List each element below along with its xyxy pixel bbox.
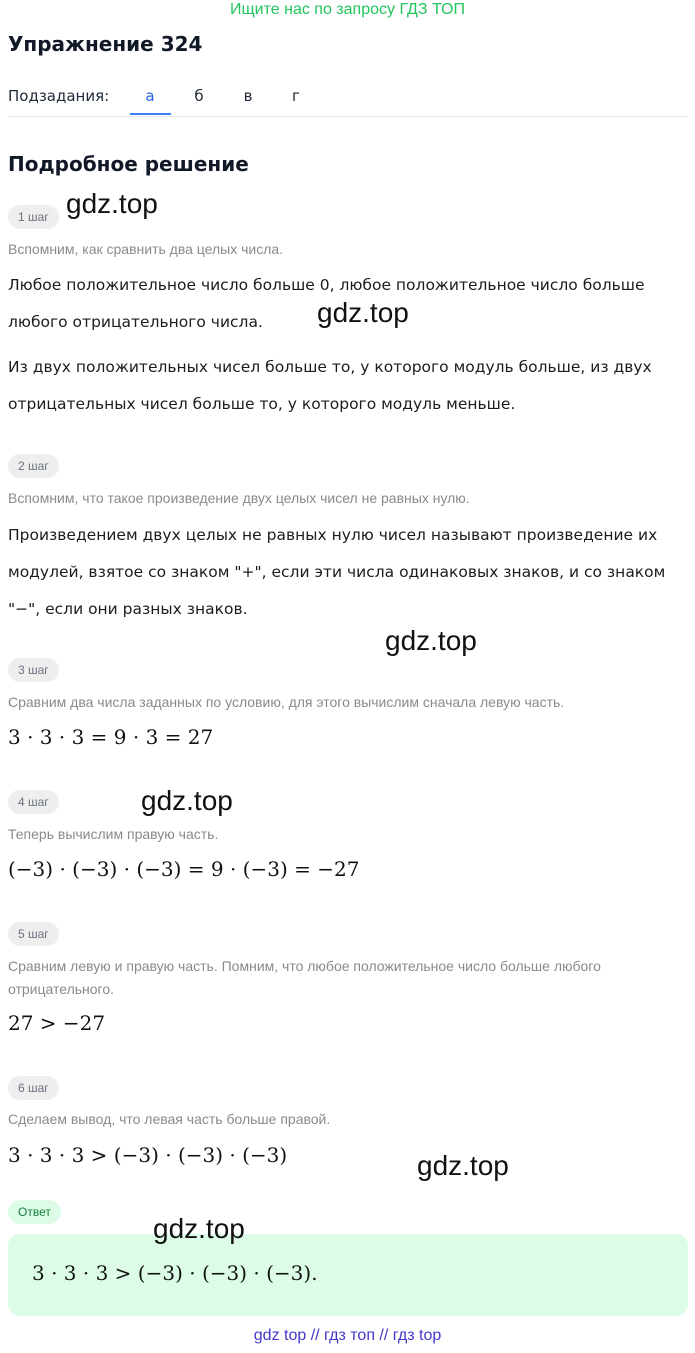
top-promo-link[interactable]: Ищите нас по запросу ГДЗ ТОП [230,1,465,18]
watermark: gdz.top [66,188,158,219]
step-hint: Теперь вычислим правую часть. [8,826,219,842]
step-hint: Вспомним, что такое произведение двух целых чисел не равных нулю. [8,490,470,506]
footer-links[interactable]: gdz top // гдз топ // гдз top [253,1327,442,1344]
tab-v[interactable]: в [243,87,253,105]
step-badge: 2 шаг [8,454,59,478]
step-paragraph: Любое положительное число больше 0, любое положительное число больше любого отрицательного числа. [8,276,645,331]
page-title: Упражнение 324 [8,32,203,56]
step-paragraph: Произведением двух целых не равных нулю чисел называют произведение их модулей, взятое со знаком "+", если эти числа одинаковых знаков, и со знаком "−", если они разных знаков. [8,526,666,618]
watermark: gdz.top [385,625,477,656]
active-tab-indicator [130,113,171,115]
step-formula: 3 · 3 · 3 > (−3) · (−3) · (−3) [8,1143,288,1167]
tabs-divider [8,116,688,117]
watermark: gdz.top [417,1150,509,1181]
section-title: Подробное решение [8,152,249,176]
watermark: gdz.top [317,297,409,328]
step-hint: Сравним левую и правую часть. Помним, что любое положительное число больше любого отрицательного. [8,958,601,997]
step-hint: Сделаем вывод, что левая часть больше правой. [8,1111,331,1127]
step-badge: 4 шаг [8,790,59,814]
step-badge: 6 шаг [8,1076,59,1100]
tab-g[interactable]: г [292,87,300,105]
tab-b[interactable]: б [194,87,204,105]
step-formula: 3 · 3 · 3 = 9 · 3 = 27 [8,725,214,749]
step-badge: 1 шаг [8,205,59,229]
step-badge: 5 шаг [8,922,59,946]
answer-formula: 3 · 3 · 3 > (−3) · (−3) · (−3). [32,1261,318,1285]
step-formula: (−3) · (−3) · (−3) = 9 · (−3) = −27 [8,857,360,881]
step-formula: 27 > −27 [8,1011,106,1035]
subtasks-label: Подзадания: [8,87,110,105]
step-hint: Вспомним, как сравнить два целых числа. [8,241,284,257]
tab-a[interactable]: а [145,87,155,105]
step-badge: 3 шаг [8,658,59,682]
watermark: gdz.top [141,785,233,816]
watermark: gdz.top [153,1213,245,1244]
step-paragraph: Из двух положительных чисел больше то, у которого модуль больше, из двух отрицательных чисел больше то, у которого модуль меньше. [8,358,652,413]
answer-badge: Ответ [8,1200,61,1224]
step-hint: Сравним два числа заданных по условию, для этого вычислим сначала левую часть. [8,694,565,710]
